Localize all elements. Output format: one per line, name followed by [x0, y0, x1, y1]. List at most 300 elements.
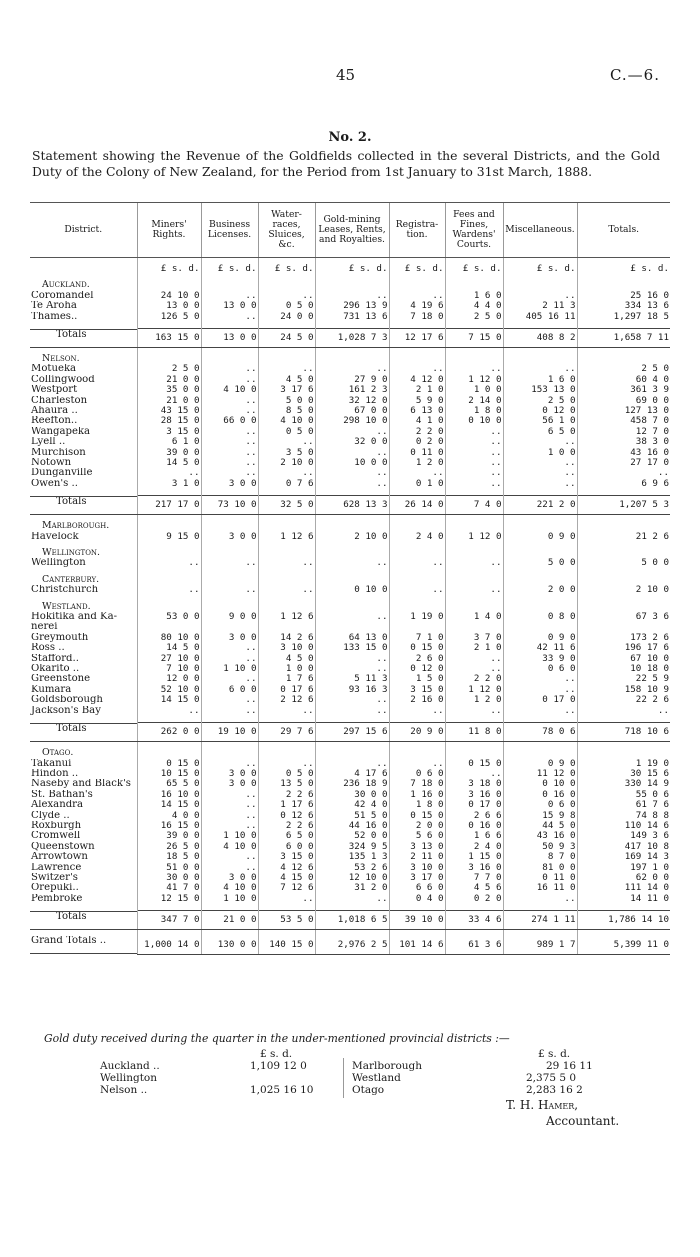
- value-cell: ..: [258, 291, 315, 301]
- value-cell: [258, 548, 315, 558]
- district-cell: [30, 695, 137, 705]
- value-cell: 0 17 0: [503, 695, 577, 705]
- value-cell: [137, 521, 201, 531]
- table-row: [30, 883, 670, 893]
- value-cell: 13 0 0: [201, 329, 258, 348]
- table-row: [30, 769, 670, 779]
- district-cell: [30, 354, 137, 364]
- value-cell: 5 0 0: [503, 558, 577, 568]
- district-label: Otago.: [42, 748, 74, 759]
- value-cell: 43 16 0: [503, 831, 577, 841]
- district-cell: [30, 894, 137, 904]
- value-cell: ..: [577, 706, 670, 716]
- value-cell: [201, 521, 258, 531]
- column-header: Gold-mining Leases, Rents, and Royalties.: [315, 203, 389, 258]
- page-number: 45: [336, 66, 356, 84]
- value-cell: ..: [201, 364, 258, 374]
- value-cell: ..: [201, 291, 258, 301]
- district-cell: [30, 548, 137, 558]
- value-cell: ..: [389, 364, 445, 374]
- value-cell: 38 3 0: [577, 437, 670, 447]
- value-cell: ..: [389, 468, 445, 478]
- column-header-row: [30, 203, 670, 258]
- value-cell: 25 16 0: [577, 291, 670, 301]
- gold-place: Wellington: [100, 1072, 158, 1084]
- value-cell: 3 0 0: [201, 779, 258, 789]
- value-cell: 9 0 0: [201, 612, 258, 622]
- table-row: [30, 385, 670, 395]
- value-cell: 2 1 0: [389, 385, 445, 395]
- value-cell: 2 16 0: [389, 695, 445, 705]
- value-cell: 6 6 0: [389, 883, 445, 893]
- value-cell: [445, 602, 503, 612]
- value-cell: 7 10 0: [137, 664, 201, 674]
- value-cell: [315, 280, 389, 290]
- value-cell: ..: [445, 664, 503, 674]
- value-cell: 5,399 11 0: [577, 936, 670, 954]
- value-cell: ..: [201, 375, 258, 385]
- value-cell: [389, 622, 445, 632]
- value-cell: 42 11 6: [503, 643, 577, 653]
- value-cell: 44 16 0: [315, 821, 389, 831]
- value-cell: [445, 622, 503, 632]
- value-cell: [315, 521, 389, 531]
- district-cell: [30, 521, 137, 531]
- table-row: [30, 842, 670, 852]
- value-cell: 5 9 0: [389, 396, 445, 406]
- value-cell: [258, 748, 315, 758]
- value-cell: 2 6 0: [389, 654, 445, 664]
- value-cell: 3 18 0: [445, 779, 503, 789]
- district-cell: [30, 654, 137, 664]
- value-cell: 4 10 0: [201, 385, 258, 395]
- value-cell: 21 2 6: [577, 532, 670, 542]
- value-cell: 39 0 0: [137, 831, 201, 841]
- value-cell: 2 12 6: [258, 695, 315, 705]
- value-cell: ..: [315, 558, 389, 568]
- value-cell: 0 9 0: [503, 759, 577, 769]
- value-cell: 0 12 0: [503, 406, 577, 416]
- value-cell: 6 0 0: [258, 842, 315, 852]
- value-cell: 12 7 0: [577, 427, 670, 437]
- value-cell: [258, 354, 315, 364]
- table-row: [30, 532, 670, 542]
- value-cell: 4 0 0: [137, 811, 201, 821]
- district-cell: [30, 643, 137, 653]
- value-cell: 10 15 0: [137, 769, 201, 779]
- table-row: [30, 612, 670, 622]
- value-cell: 16 15 0: [137, 821, 201, 831]
- value-cell: 1 6 0: [503, 375, 577, 385]
- value-cell: 133 15 0: [315, 643, 389, 653]
- value-cell: 7 4 0: [445, 496, 503, 515]
- value-cell: 458 7 0: [577, 416, 670, 426]
- value-cell: ..: [315, 759, 389, 769]
- value-cell: [137, 354, 201, 364]
- value-cell: 32 5 0: [258, 496, 315, 515]
- district-label: Roxburgh: [31, 820, 82, 831]
- value-cell: ..: [445, 448, 503, 458]
- value-cell: ..: [503, 479, 577, 489]
- district-cell: [30, 427, 137, 437]
- value-cell: 32 12 0: [315, 396, 389, 406]
- value-cell: ..: [315, 468, 389, 478]
- value-cell: ..: [315, 654, 389, 664]
- value-cell: 7 15 0: [445, 329, 503, 348]
- value-cell: 1 0 0: [503, 448, 577, 458]
- value-cell: ..: [201, 706, 258, 716]
- value-cell: 1 4 0: [445, 612, 503, 622]
- value-cell: 5 11 3: [315, 674, 389, 684]
- value-cell: 19 10 0: [201, 723, 258, 742]
- value-cell: 149 3 6: [577, 831, 670, 841]
- value-cell: 3 5 0: [258, 448, 315, 458]
- value-cell: 51 0 0: [137, 863, 201, 873]
- value-cell: 0 5 0: [258, 769, 315, 779]
- value-cell: 55 0 6: [577, 790, 670, 800]
- value-cell: 43 15 0: [137, 406, 201, 416]
- value-cell: [201, 575, 258, 585]
- value-cell: 3 15 0: [389, 685, 445, 695]
- value-cell: 21 0 0: [201, 911, 258, 930]
- district-label: Cromwell: [31, 831, 81, 842]
- value-cell: ..: [258, 558, 315, 568]
- district-cell: [30, 759, 137, 769]
- revenue-table: [30, 202, 670, 955]
- value-cell: ..: [201, 585, 258, 595]
- district-label: Thames..: [31, 311, 78, 322]
- value-cell: 2 0 0: [503, 585, 577, 595]
- district-label: Orepuki..: [31, 883, 79, 894]
- value-cell: 3 1 0: [137, 479, 201, 489]
- table-row: [30, 312, 670, 322]
- district-cell: [30, 852, 137, 862]
- value-cell: 0 15 0: [137, 759, 201, 769]
- value-cell: 7 7 0: [445, 873, 503, 883]
- table-row: [30, 468, 670, 478]
- value-cell: 1,018 6 5: [315, 911, 389, 930]
- value-cell: 3 17 6: [258, 385, 315, 395]
- value-cell: 3 13 0: [389, 842, 445, 852]
- value-cell: 2 11 3: [503, 301, 577, 311]
- value-cell: [577, 602, 670, 612]
- value-cell: 1,658 7 11: [577, 329, 670, 348]
- value-cell: [137, 548, 201, 558]
- value-cell: [577, 575, 670, 585]
- value-cell: 111 14 0: [577, 883, 670, 893]
- district-label: Ross ..: [31, 643, 65, 654]
- value-cell: 1 6 0: [445, 291, 503, 301]
- value-cell: ..: [389, 706, 445, 716]
- value-cell: 0 8 0: [503, 612, 577, 622]
- district-cell: [30, 375, 137, 385]
- region-row: [30, 548, 670, 558]
- value-cell: ..: [315, 291, 389, 301]
- value-cell: ..: [137, 558, 201, 568]
- table-row: [30, 674, 670, 684]
- value-cell: 2 6 6: [445, 811, 503, 821]
- value-cell: ..: [201, 800, 258, 810]
- value-cell: [315, 748, 389, 758]
- value-cell: 0 2 0: [445, 894, 503, 904]
- value-cell: 0 9 0: [503, 633, 577, 643]
- value-cell: ..: [201, 558, 258, 568]
- gold-place: Otago: [352, 1084, 385, 1096]
- value-cell: [577, 354, 670, 364]
- value-cell: ..: [445, 479, 503, 489]
- district-cell: [30, 800, 137, 810]
- district-label: Switzer's: [31, 872, 78, 883]
- value-cell: 39 0 0: [137, 448, 201, 458]
- value-cell: 0 11 0: [389, 448, 445, 458]
- value-cell: 0 11 0: [503, 873, 577, 883]
- value-cell: ..: [201, 674, 258, 684]
- district-label: Owen's ..: [31, 478, 78, 489]
- value-cell: 6 1 0: [137, 437, 201, 447]
- district-cell: [30, 575, 137, 585]
- value-cell: ..: [258, 364, 315, 374]
- district-label: Kumara: [31, 684, 72, 695]
- unit-cell: £ s. d.: [445, 264, 503, 274]
- value-cell: ..: [201, 811, 258, 821]
- value-cell: 21 0 0: [137, 396, 201, 406]
- value-cell: [201, 602, 258, 612]
- unit-cell: £ s. d.: [201, 264, 258, 274]
- value-cell: 41 7 0: [137, 883, 201, 893]
- value-cell: ..: [315, 664, 389, 674]
- table-number: No. 2.: [328, 130, 372, 145]
- value-cell: 7 18 0: [389, 312, 445, 322]
- value-cell: 22 2 6: [577, 695, 670, 705]
- value-cell: 35 0 0: [137, 385, 201, 395]
- district-label: Hokitika and Ka-: [31, 612, 118, 623]
- region-row: [30, 602, 670, 612]
- region-row: [30, 354, 670, 364]
- value-cell: 27 9 0: [315, 375, 389, 385]
- district-label: Stafford..: [31, 653, 79, 664]
- signature-title: Accountant.: [546, 1114, 620, 1128]
- district-cell: [30, 779, 137, 789]
- value-cell: [503, 521, 577, 531]
- value-cell: 0 5 0: [258, 301, 315, 311]
- value-cell: [137, 280, 201, 290]
- value-cell: 0 6 0: [389, 769, 445, 779]
- district-label: Pembroke: [31, 893, 83, 904]
- value-cell: 2 5 0: [577, 364, 670, 374]
- gold-place: Nelson ..: [100, 1084, 148, 1096]
- value-cell: 50 9 3: [503, 842, 577, 852]
- value-cell: 324 9 5: [315, 842, 389, 852]
- value-cell: 297 15 6: [315, 723, 389, 742]
- value-cell: [258, 280, 315, 290]
- district-label: Charleston: [31, 395, 88, 406]
- value-cell: 2 2 0: [445, 674, 503, 684]
- value-cell: 31 2 0: [315, 883, 389, 893]
- value-cell: 361 3 9: [577, 385, 670, 395]
- value-cell: 29 7 6: [258, 723, 315, 742]
- value-cell: 334 13 6: [577, 301, 670, 311]
- value-cell: 5 0 0: [577, 558, 670, 568]
- value-cell: ..: [201, 863, 258, 873]
- district-cell: [30, 496, 137, 515]
- value-cell: 12 15 0: [137, 894, 201, 904]
- value-cell: 32 0 0: [315, 437, 389, 447]
- district-cell: [30, 312, 137, 322]
- value-cell: 1 12 6: [258, 532, 315, 542]
- value-cell: 0 17 0: [445, 800, 503, 810]
- district-label: Lawrence: [31, 862, 82, 873]
- value-cell: 140 15 0: [258, 936, 315, 954]
- value-cell: 27 17 0: [577, 458, 670, 468]
- table-row: [30, 894, 670, 904]
- value-cell: 718 10 6: [577, 723, 670, 742]
- value-cell: ..: [201, 427, 258, 437]
- value-cell: 330 14 9: [577, 779, 670, 789]
- value-cell: [137, 602, 201, 612]
- value-cell: 10 18 0: [577, 664, 670, 674]
- district-cell: [30, 385, 137, 395]
- value-cell: ..: [445, 468, 503, 478]
- value-cell: 110 14 6: [577, 821, 670, 831]
- district-label: Totals: [56, 910, 87, 922]
- value-cell: [137, 622, 201, 632]
- district-label: Dunganville: [31, 468, 93, 479]
- table-row: [30, 790, 670, 800]
- table-row: [30, 622, 670, 632]
- value-cell: 1 12 0: [445, 532, 503, 542]
- grand-totals-row: [30, 936, 670, 954]
- value-cell: ..: [201, 448, 258, 458]
- value-cell: 1 7 6: [258, 674, 315, 684]
- value-cell: [258, 521, 315, 531]
- value-cell: ..: [389, 585, 445, 595]
- value-cell: 4 10 0: [201, 842, 258, 852]
- table-row: [30, 448, 670, 458]
- value-cell: 7 1 0: [389, 633, 445, 643]
- district-cell: [30, 633, 137, 643]
- value-cell: 14 5 0: [137, 643, 201, 653]
- value-cell: 0 16 0: [503, 790, 577, 800]
- district-cell: [30, 468, 137, 478]
- district-label: Greymouth: [31, 632, 89, 643]
- district-cell: [30, 406, 137, 416]
- value-cell: 12 17 6: [389, 329, 445, 348]
- value-cell: 5 0 0: [258, 396, 315, 406]
- value-cell: [389, 521, 445, 531]
- district-label: Arrowtown: [31, 852, 88, 863]
- value-cell: 3 15 0: [137, 427, 201, 437]
- value-cell: [445, 548, 503, 558]
- value-cell: ..: [503, 706, 577, 716]
- column-header: Miscellaneous.: [503, 203, 577, 258]
- value-cell: 3 0 0: [201, 532, 258, 542]
- totals-row: [30, 911, 670, 930]
- value-cell: 1 2 0: [389, 458, 445, 468]
- district-label: Notown: [31, 458, 72, 469]
- value-cell: 4 5 6: [445, 883, 503, 893]
- value-cell: 93 16 3: [315, 685, 389, 695]
- value-cell: 28 15 0: [137, 416, 201, 426]
- value-cell: 8 7 0: [503, 852, 577, 862]
- value-cell: 0 15 0: [445, 759, 503, 769]
- region-row: [30, 521, 670, 531]
- value-cell: 2 1 0: [445, 643, 503, 653]
- column-header: Water-races, Sluices, &c.: [258, 203, 315, 258]
- value-cell: ..: [137, 706, 201, 716]
- district-label: Auckland.: [42, 280, 90, 291]
- value-cell: 78 0 6: [503, 723, 577, 742]
- value-cell: 1 12 0: [445, 685, 503, 695]
- page-header: [0, 66, 700, 90]
- value-cell: 4 5 0: [258, 654, 315, 664]
- value-cell: 0 9 0: [503, 532, 577, 542]
- district-cell: [30, 790, 137, 800]
- value-cell: 6 13 0: [389, 406, 445, 416]
- value-cell: 1 10 0: [201, 664, 258, 674]
- value-cell: 11 8 0: [445, 723, 503, 742]
- district-cell: [30, 458, 137, 468]
- unit-cell: £ s. d.: [503, 264, 577, 274]
- value-cell: 2 5 0: [503, 396, 577, 406]
- value-cell: 1 15 0: [445, 852, 503, 862]
- value-cell: ..: [315, 427, 389, 437]
- value-cell: 67 3 6: [577, 612, 670, 622]
- district-cell: [30, 685, 137, 695]
- value-cell: ..: [201, 406, 258, 416]
- value-cell: 1 8 0: [389, 800, 445, 810]
- value-cell: ..: [258, 706, 315, 716]
- value-cell: ..: [503, 468, 577, 478]
- district-cell: [30, 831, 137, 841]
- value-cell: 2 10 0: [315, 532, 389, 542]
- value-cell: 4 5 0: [258, 375, 315, 385]
- district-label: Te Aroha: [31, 301, 77, 312]
- table-row: [30, 633, 670, 643]
- value-cell: 16 11 0: [503, 883, 577, 893]
- value-cell: 3 7 0: [445, 633, 503, 643]
- district-cell: [30, 873, 137, 883]
- district-label: Totals: [56, 328, 87, 340]
- district-label: St. Bathan's: [31, 789, 93, 800]
- value-cell: [201, 280, 258, 290]
- district-label: Canterbury.: [42, 574, 100, 585]
- value-cell: 3 15 0: [258, 852, 315, 862]
- value-cell: 81 0 0: [503, 863, 577, 873]
- value-cell: ..: [445, 427, 503, 437]
- district-label: Nelson.: [42, 354, 80, 365]
- value-cell: [445, 575, 503, 585]
- table-row: [30, 779, 670, 789]
- value-cell: 15 9 8: [503, 811, 577, 821]
- value-cell: 4 17 6: [315, 769, 389, 779]
- district-label: Wangapeka: [31, 426, 91, 437]
- district-cell: [30, 301, 137, 311]
- value-cell: 221 2 0: [503, 496, 577, 515]
- value-cell: ..: [201, 654, 258, 664]
- value-cell: 3 10 0: [258, 643, 315, 653]
- value-cell: [201, 622, 258, 632]
- value-cell: 65 5 0: [137, 779, 201, 789]
- column-header: Miners' Rights.: [137, 203, 201, 258]
- gold-divider: [343, 1058, 344, 1098]
- district-label: Murchison: [31, 447, 86, 458]
- value-cell: 161 2 3: [315, 385, 389, 395]
- table-row: [30, 558, 670, 568]
- value-cell: ..: [201, 396, 258, 406]
- table-row: [30, 759, 670, 769]
- value-cell: 0 12 6: [258, 811, 315, 821]
- value-cell: 60 4 0: [577, 375, 670, 385]
